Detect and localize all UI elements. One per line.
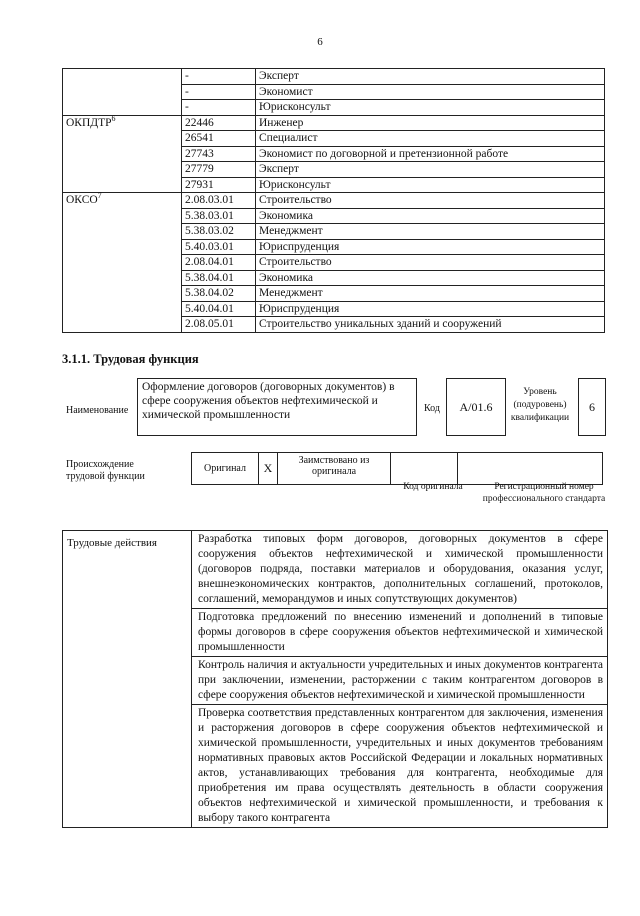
reg-number-caption: Регистрационный номер профессионального стандарта — [482, 482, 606, 504]
codes-name: Инженер — [256, 115, 605, 131]
original-mark: X — [259, 453, 278, 485]
codes-name: Экономика — [256, 270, 605, 286]
code-label: Код — [424, 403, 440, 414]
codes-code: 2.08.05.01 — [182, 317, 256, 333]
code-original-caption: Код оригинала — [403, 482, 463, 492]
codes-code: - — [182, 69, 256, 85]
codes-code: 5.38.04.01 — [182, 270, 256, 286]
codes-code: 5.40.03.01 — [182, 239, 256, 255]
reg-number-cell — [458, 453, 603, 485]
origin-label-text: Происхождение трудовой функции — [66, 459, 145, 482]
borrowed-cell: Заимствовано из оригинала — [278, 453, 391, 485]
codes-code: - — [182, 100, 256, 116]
level-label: Уровень (подуровень) квалификации — [510, 387, 570, 423]
codes-code: 5.40.04.01 — [182, 301, 256, 317]
codes-name: Строительство — [256, 255, 605, 271]
codes-code: 27779 — [182, 162, 256, 178]
action-item: Подготовка предложений по внесению изменений и дополнений в типовые формы договоров в сфере сооружения объектов нефтехимической и химической промышленности — [192, 609, 608, 657]
codes-table — [62, 68, 605, 333]
actions-label: Трудовые действия — [63, 531, 192, 828]
codes-row — [63, 115, 605, 131]
codes-code: 2.08.03.01 — [182, 193, 256, 209]
original-cell: Оригинал — [192, 453, 259, 485]
function-name: Оформление договоров (договорных документов) в сфере сооружения объектов нефтехимической и химической промышленности — [137, 378, 417, 436]
codes-name: Менеджмент — [256, 224, 605, 240]
codes-row — [63, 193, 605, 209]
codes-name: Экономика — [256, 208, 605, 224]
section-title: 3.1.1. Трудовая функция — [62, 352, 199, 366]
codes-name: Юриспруденция — [256, 301, 605, 317]
function-code: A/01.6 — [446, 378, 506, 436]
footnote-marker: 7 — [97, 191, 102, 201]
code-original-cell — [391, 453, 458, 485]
level-value: 6 — [578, 378, 606, 436]
codes-row — [63, 69, 605, 85]
page-number: 6 — [317, 36, 323, 48]
codes-name: Юрисконсульт — [256, 100, 605, 116]
codes-code: 27743 — [182, 146, 256, 162]
codes-name: Строительство — [256, 193, 605, 209]
codes-name: Менеджмент — [256, 286, 605, 302]
codes-code: 2.08.04.01 — [182, 255, 256, 271]
codes-group — [63, 193, 182, 333]
codes-name: Юриспруденция — [256, 239, 605, 255]
codes-group — [63, 69, 182, 116]
name-label: Наименование — [66, 405, 129, 416]
codes-code: 26541 — [182, 131, 256, 147]
action-item: Контроль наличия и актуальности учредительных и иных документов контрагента при заключении, изменении, расторжении с таким контрагентом договоров в сфере сооружения объектов нефтехимической и химической промышленности — [192, 657, 608, 705]
codes-code: 5.38.03.02 — [182, 224, 256, 240]
codes-group-label: ОКСО — [66, 194, 98, 206]
codes-name: Специалист — [256, 131, 605, 147]
origin-label — [66, 459, 156, 483]
codes-code: 27931 — [182, 177, 256, 193]
codes-name: Юрисконсульт — [256, 177, 605, 193]
codes-code: 5.38.04.02 — [182, 286, 256, 302]
codes-code: - — [182, 84, 256, 100]
codes-name: Экономист — [256, 84, 605, 100]
codes-name: Экономист по договорной и претензионной работе — [256, 146, 605, 162]
actions-table — [62, 530, 608, 828]
codes-code: 5.38.03.01 — [182, 208, 256, 224]
footnote-marker: 6 — [111, 113, 116, 123]
action-row — [63, 531, 608, 609]
codes-code: 22446 — [182, 115, 256, 131]
codes-group-label: ОКПДТР — [66, 116, 112, 129]
codes-group — [63, 115, 182, 193]
codes-name: Эксперт — [256, 69, 605, 85]
action-item: Разработка типовых форм договоров, договорных документов в сфере сооружения объектов нефтехимической и химической промышленности (договоров подряда, поставки материалов и оборудования, оказания услуг, внешнеэкономических контрактов, дополнительных соглашений, протоколов, соглашений, меморандумов и иных сопутствующих документов) — [192, 531, 608, 609]
codes-name: Эксперт — [256, 162, 605, 178]
action-item: Проверка соответствия представленных контрагентом для заключения, изменения и расторжения договоров в сфере сооружения объектов нефтехимической и химической промышленности, учредительных и иных документов требованиям нормативных правовых актов Российской Федерации и локальных нормативных актов, устанавливающих требования для контрагента, необходимые для приобретения им права осуществлять деятельность в области сооружения объектов нефтехимической и химической промышленности, и требования к выбору такого контрагента — [192, 705, 608, 828]
codes-name: Строительство уникальных зданий и сооружений — [256, 317, 605, 333]
